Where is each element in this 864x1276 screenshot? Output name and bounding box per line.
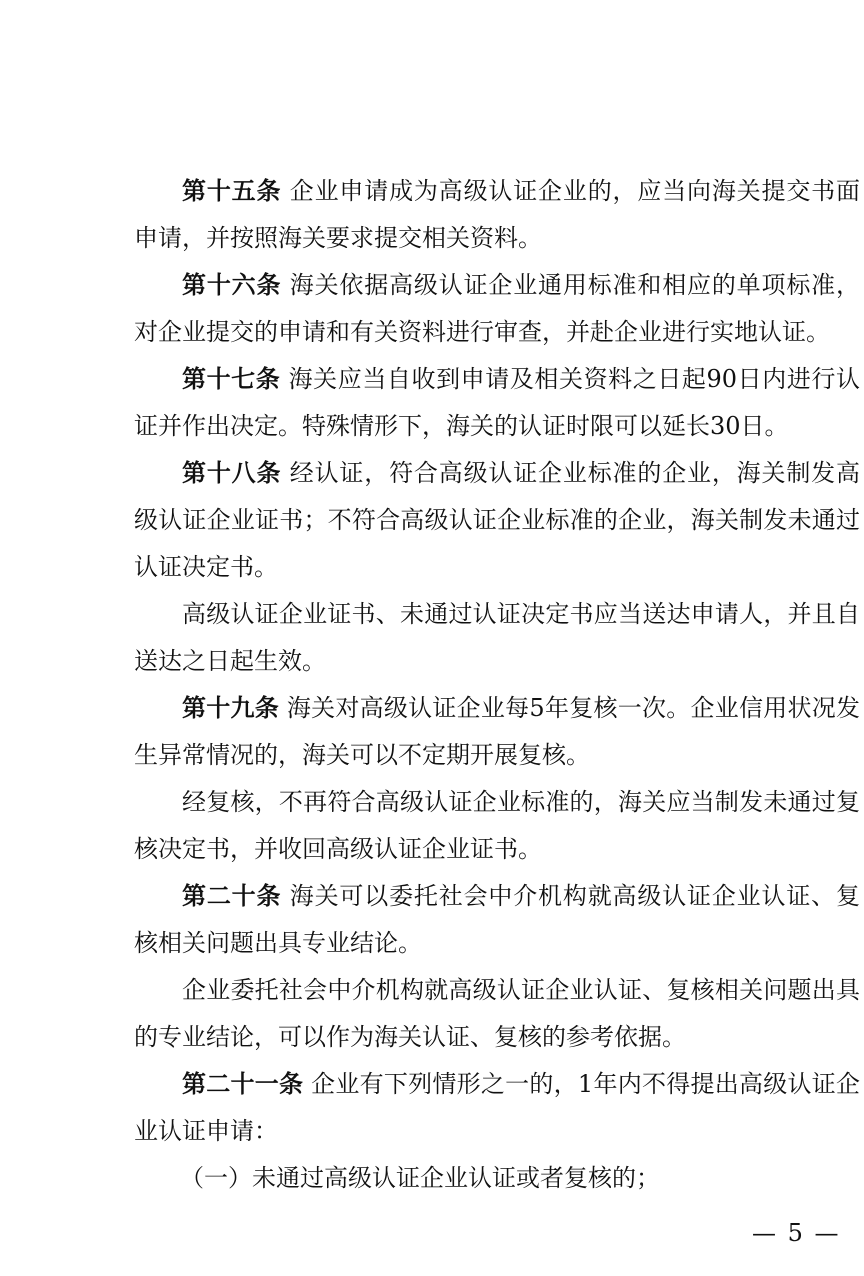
article-heading: 第二十条 (182, 882, 282, 910)
article-18-paragraph-2: 高级认证企业证书、未通过认证决定书应当送达申请人，并且自送达之日起生效。 (134, 600, 860, 675)
article-18 (134, 450, 860, 591)
article-heading: 第十九条 (182, 694, 280, 722)
article-17 (134, 356, 860, 450)
article-heading: 第十五条 (182, 177, 282, 205)
article-text: 海关依据高级认证企业通用标准和相应的单项标准，对企业提交的申请和有关资料进行审查，并赴企业进行实地认证。 (134, 271, 860, 346)
article-15 (134, 168, 860, 262)
page-number: — 5 — (752, 1219, 841, 1247)
document-body (134, 168, 860, 1202)
article-21-item-1: （一）未通过高级认证企业认证或者复核的； (180, 1164, 660, 1192)
article-heading: 第十八条 (182, 459, 282, 487)
article-text: 海关应当自收到申请及相关资料之日起90日内进行认证并作出决定。特殊情形下，海关的认证时限可以延长30日。 (134, 365, 860, 440)
article-text: 企业申请成为高级认证企业的，应当向海关提交书面申请，并按照海关要求提交相关资料。 (134, 177, 860, 252)
article-text: 经认证，符合高级认证企业标准的企业，海关制发高级认证企业证书；不符合高级认证企业标准的企业，海关制发未通过认证决定书。 (134, 459, 860, 581)
article-heading: 第十六条 (182, 271, 282, 299)
article-21 (134, 1061, 860, 1155)
article-text: 海关可以委托社会中介机构就高级认证企业认证、复核相关问题出具专业结论。 (134, 882, 860, 957)
article-20 (134, 873, 860, 967)
article-text: 企业有下列情形之一的，1年内不得提出高级认证企业认证申请： (134, 1070, 860, 1145)
article-text: 海关对高级认证企业每5年复核一次。企业信用状况发生异常情况的，海关可以不定期开展复核。 (134, 694, 860, 769)
article-19-paragraph-2: 经复核，不再符合高级认证企业标准的，海关应当制发未通过复核决定书，并收回高级认证企业证书。 (134, 788, 860, 863)
article-19 (134, 685, 860, 779)
article-heading: 第二十一条 (182, 1070, 304, 1098)
article-heading: 第十七条 (182, 365, 281, 393)
article-20-paragraph-2: 企业委托社会中介机构就高级认证企业认证、复核相关问题出具的专业结论，可以作为海关认证、复核的参考依据。 (134, 976, 860, 1051)
article-16 (134, 262, 860, 356)
